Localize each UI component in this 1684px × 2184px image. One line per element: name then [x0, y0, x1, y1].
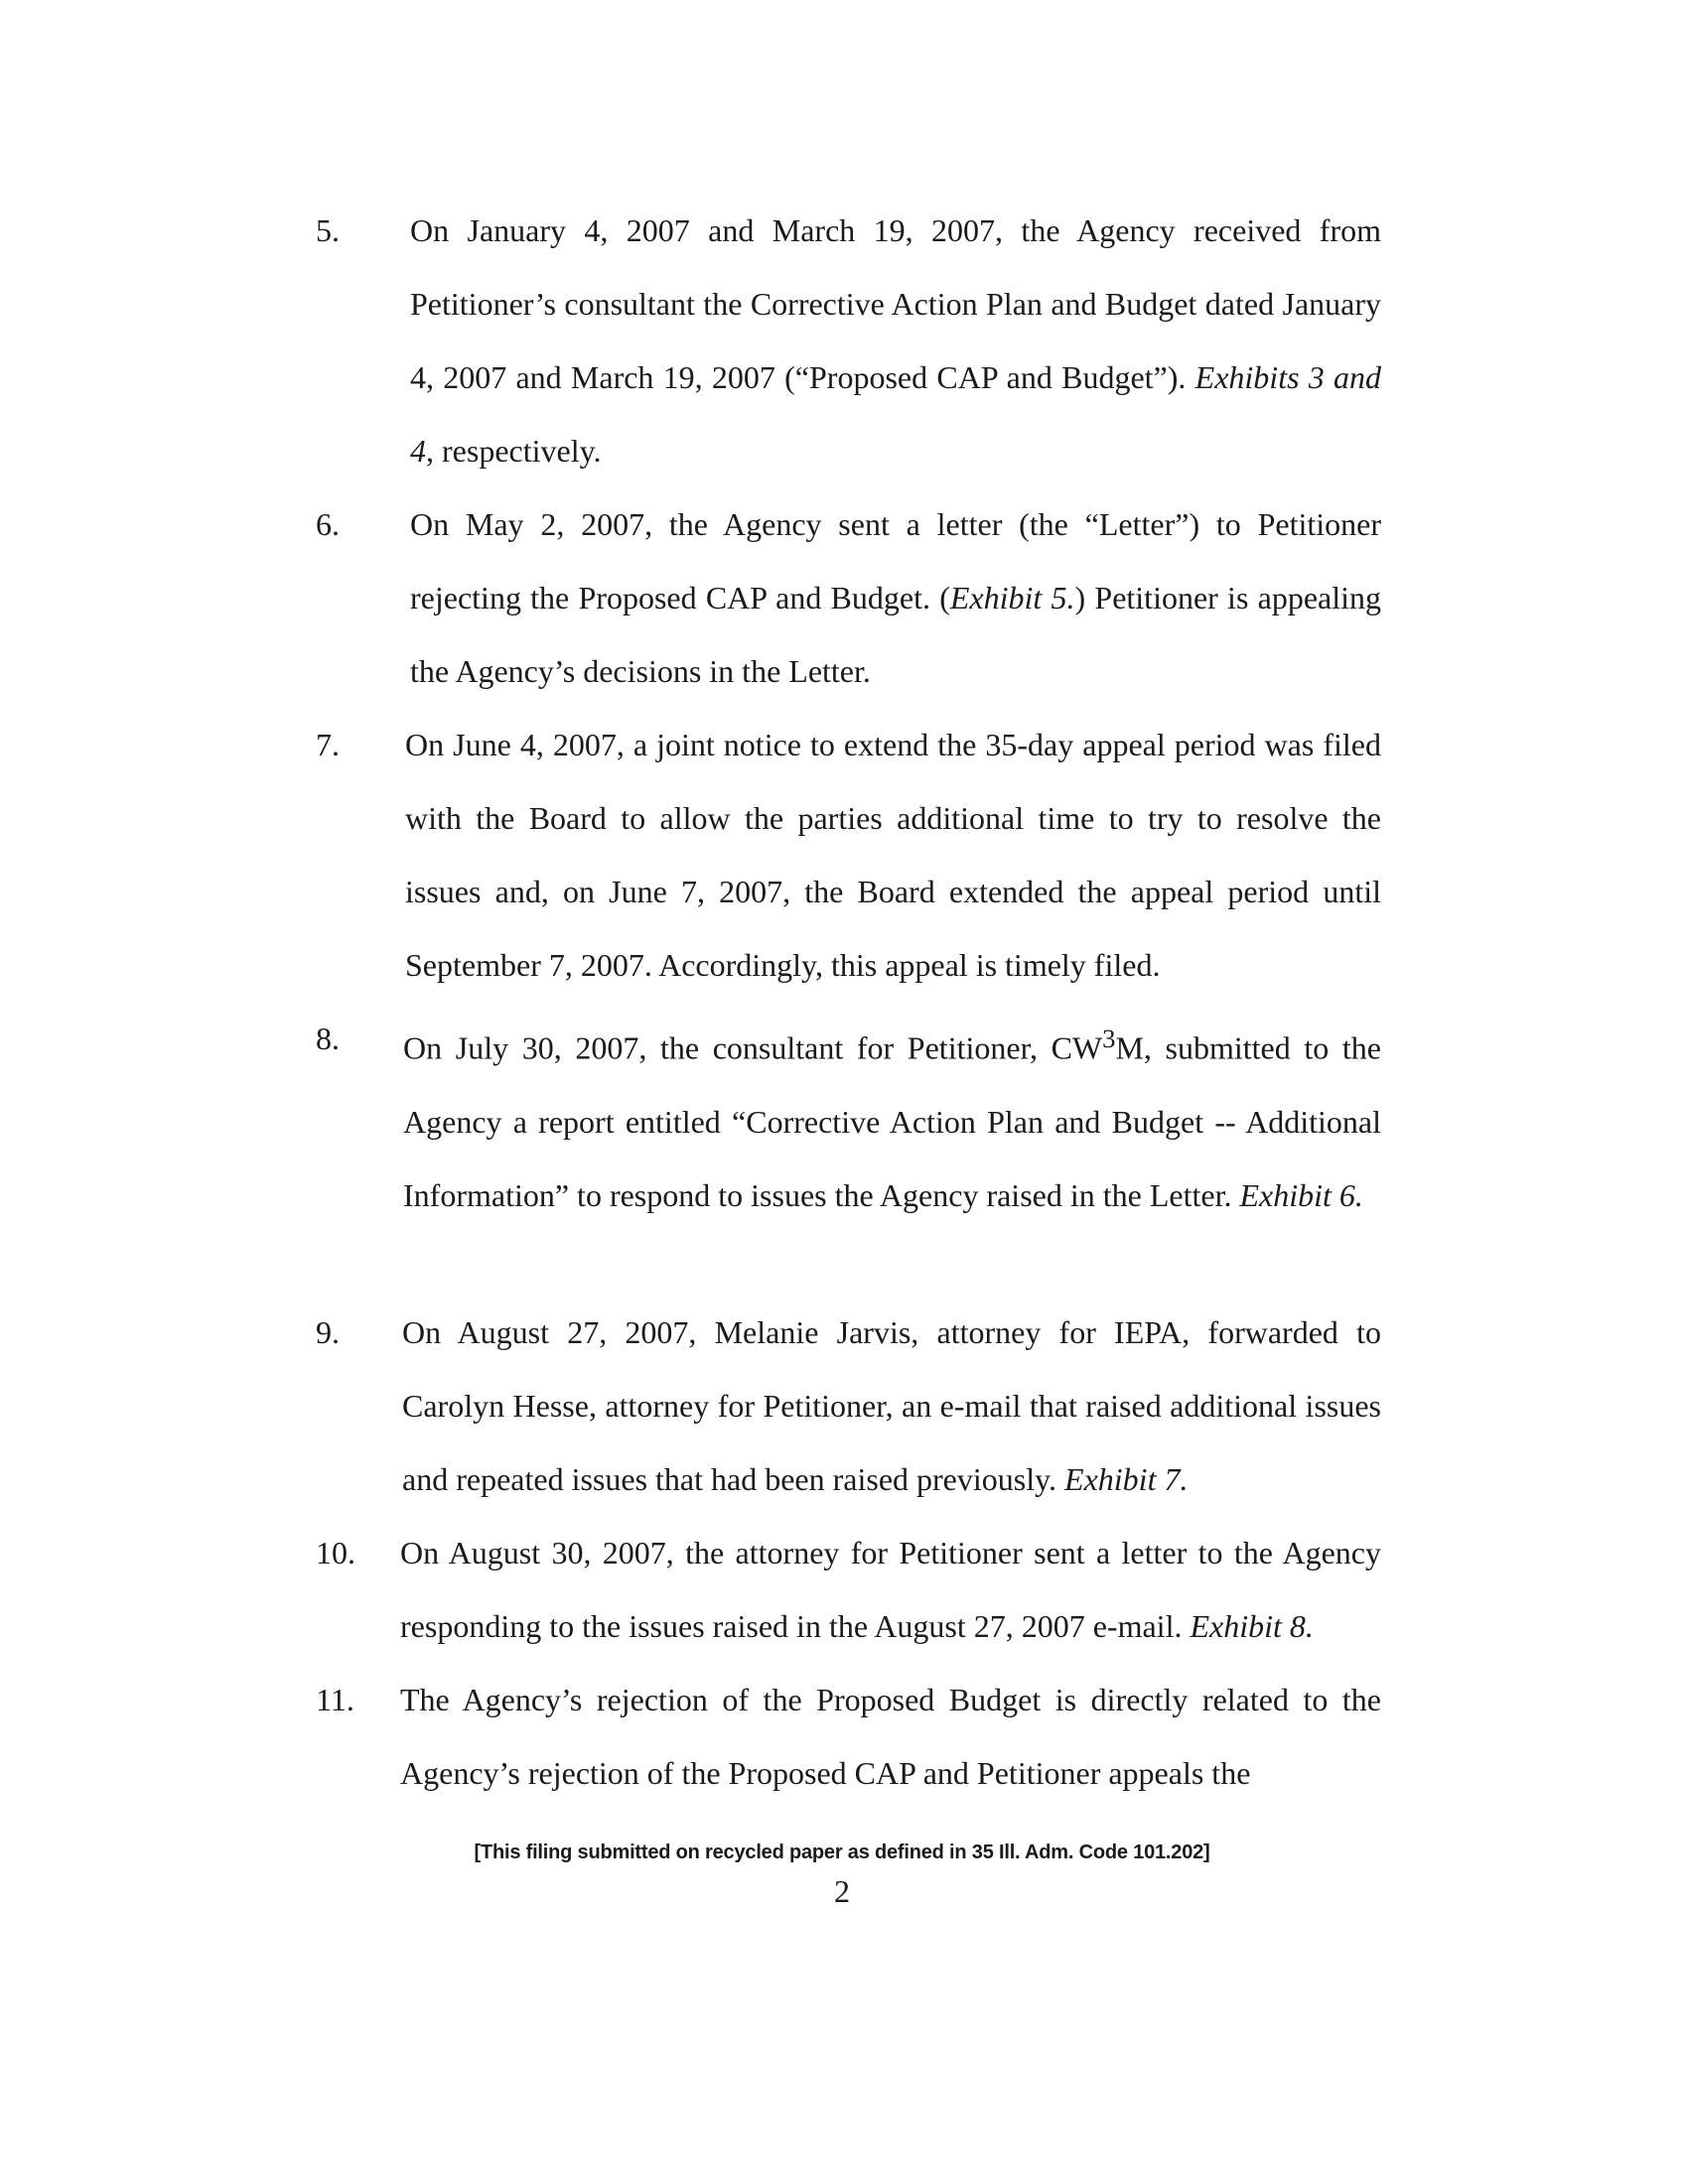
text-run: On August 30, 2007, the attorney for Petitioner sent a letter to the Agency responding to the issues raised in the August 27, 2007 e-mail.: [400, 1535, 1381, 1644]
paragraph-number: 9.: [316, 1314, 340, 1350]
paragraph-text: [405, 708, 1381, 1002]
exhibit-reference: Exhibits 3 and 4: [410, 359, 1382, 469]
exhibit-reference: Exhibit 8.: [1190, 1608, 1314, 1644]
text-run: On July 30, 2007, the consultant for Petitioner, CW: [403, 1029, 1103, 1066]
paragraph-number: 7.: [316, 727, 340, 762]
paragraph-text: [403, 1002, 1381, 1296]
paragraph-text: [402, 1296, 1381, 1516]
text-run: , respectively.: [426, 433, 602, 469]
paragraph-number: 5.: [316, 212, 340, 248]
paragraph-text: [410, 487, 1381, 708]
superscript: 3: [1102, 1024, 1116, 1053]
paragraph-text: [400, 1663, 1381, 1810]
exhibit-reference: Exhibit 7.: [1064, 1461, 1189, 1497]
exhibit-reference: Exhibit 6.: [1239, 1176, 1363, 1213]
text-run: On January 4, 2007 and March 19, 2007, the Agency received from Petitioner’s consultant the Corrective Action Plan and Budget dated January 4, 2007 and March 19, 2007 (“Proposed CAP and Budget”).: [410, 212, 1381, 395]
paragraph-number: 11.: [316, 1682, 354, 1717]
text-run: ) Petitioner is appealing the Agency’s decisions in the Letter.: [410, 580, 1382, 689]
paragraph-number: 10.: [316, 1535, 355, 1570]
text-run: On August 27, 2007, Melanie Jarvis, attorney for IEPA, forwarded to Carolyn Hesse, attorney for Petitioner, an e-mail that raised additional issues and repeated issues that had been raised previously.: [402, 1314, 1381, 1497]
text-run: M, submitted to the Agency a report entitled “Corrective Action Plan and Budget -- Additional Information” to respond to issues the Agency raised in the Letter.: [403, 1029, 1382, 1213]
paragraph-number: 8.: [316, 1021, 340, 1056]
paragraph-text: [400, 1516, 1381, 1663]
exhibit-reference: Exhibit 5.: [949, 580, 1075, 615]
paragraph-number: 6.: [316, 506, 340, 542]
paragraph-text: [410, 194, 1381, 487]
text-run: On June 4, 2007, a joint notice to extend the 35-day appeal period was filed with the Board to allow the parties additional time to try to resolve the issues and, on June 7, 2007, the Board extended the appeal period until September 7, 2007. Accordingly, this appeal is timely filed.: [405, 727, 1381, 983]
text-run: The Agency’s rejection of the Proposed Budget is directly related to the Agency’s rejection of the Proposed CAP and Petitioner appeals the: [400, 1682, 1381, 1791]
recycled-paper-note: [This filing submitted on recycled paper as defined in 35 Ill. Adm. Code 101.202]: [474, 1842, 1210, 1863]
page-number: 2: [834, 1873, 850, 1909]
text-run: On May 2, 2007, the Agency sent a letter (the “Letter”) to Petitioner rejecting the Proposed CAP and Budget. (: [410, 506, 1381, 615]
